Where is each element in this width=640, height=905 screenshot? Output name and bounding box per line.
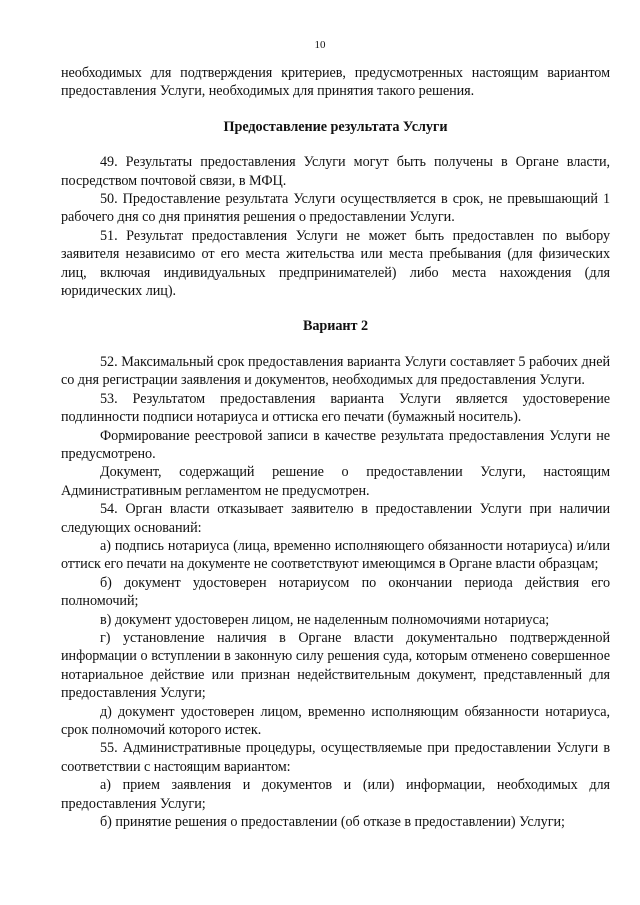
paragraph-51: 51. Результат предоставления Услуги не может быть предоставлен по выбору заявителя независимо от его места жительства или места пребывания (для физических лиц, включая индивидуальных предпринимателей) либо места нахождения (для юридических лиц). bbox=[61, 227, 610, 300]
paragraph-document: Документ, содержащий решение о предоставлении Услуги, настоящим Административным регламентом не предусмотрен. bbox=[61, 464, 610, 499]
intro-paragraph: необходимых для подтверждения критериев, предусмотренных настоящим вариантом предоставления Услуги, необходимых для принятия такого решения. bbox=[61, 65, 610, 100]
paragraph-52: 52. Максимальный срок предоставления варианта Услуги составляет 5 рабочих дней со дня регистрации заявления и документов, необходимых для предоставления Услуги. bbox=[61, 353, 610, 389]
list-item-b: б) документ удостоверен нотариусом по окончании периода действия его полномочий; bbox=[61, 574, 610, 610]
list-item-a: а) подпись нотариуса (лица, временно исполняющего обязанности нотариуса) и/или оттиск его печати на документе не соответствуют имеющимся в Органе власти образцам; bbox=[61, 537, 610, 573]
list-item-d: д) документ удостоверен лицом, временно исполняющим обязанности нотариуса, срок полномочий которого истек. bbox=[61, 703, 610, 738]
paragraph-55: 55. Административные процедуры, осуществляемые при предоставлении Услуги в соответствии с настоящим вариантом: bbox=[61, 740, 610, 775]
section-heading-result: Предоставление результата Услуги bbox=[223, 118, 448, 135]
procedure-item-a: а) прием заявления и документов и (или) информации, необходимых для предоставления Услуги; bbox=[61, 777, 610, 812]
section-heading-variant-2: Вариант 2 bbox=[302, 318, 369, 335]
page-number: 10 bbox=[314, 39, 326, 51]
page-content bbox=[61, 64, 610, 831]
paragraph-54: 54. Орган власти отказывает заявителю в предоставлении Услуги при наличии следующих оснований: bbox=[61, 501, 610, 536]
paragraph-50: 50. Предоставление результата Услуги осуществляется в срок, не превышающий 1 рабочего дня со дня принятия решения о предоставлении Услуги. bbox=[61, 191, 610, 226]
paragraph-registry: Формирование реестровой записи в качестве результата предоставления Услуги не предусмотрено. bbox=[61, 427, 610, 462]
procedure-item-b: б) принятие решения о предоставлении (об отказе в предоставлении) Услуги; bbox=[100, 814, 565, 831]
paragraph-49: 49. Результаты предоставления Услуги могут быть получены в Органе власти, посредством почтовой связи, в МФЦ. bbox=[61, 154, 610, 189]
list-item-g: г) установление наличия в Органе власти документально подтвержденной информации о вступлении в законную силу решения суда, которым отменено совершенное нотариальное действие или признан недействительным документ, представленный для предоставления Услуги; bbox=[61, 629, 610, 702]
paragraph-53: 53. Результатом предоставления варианта Услуги является удостоверение подлинности подписи нотариуса и оттиска его печати (бумажный носитель). bbox=[61, 390, 610, 426]
list-item-v: в) документ удостоверен лицом, не наделенным полномочиями нотариуса; bbox=[100, 611, 550, 628]
